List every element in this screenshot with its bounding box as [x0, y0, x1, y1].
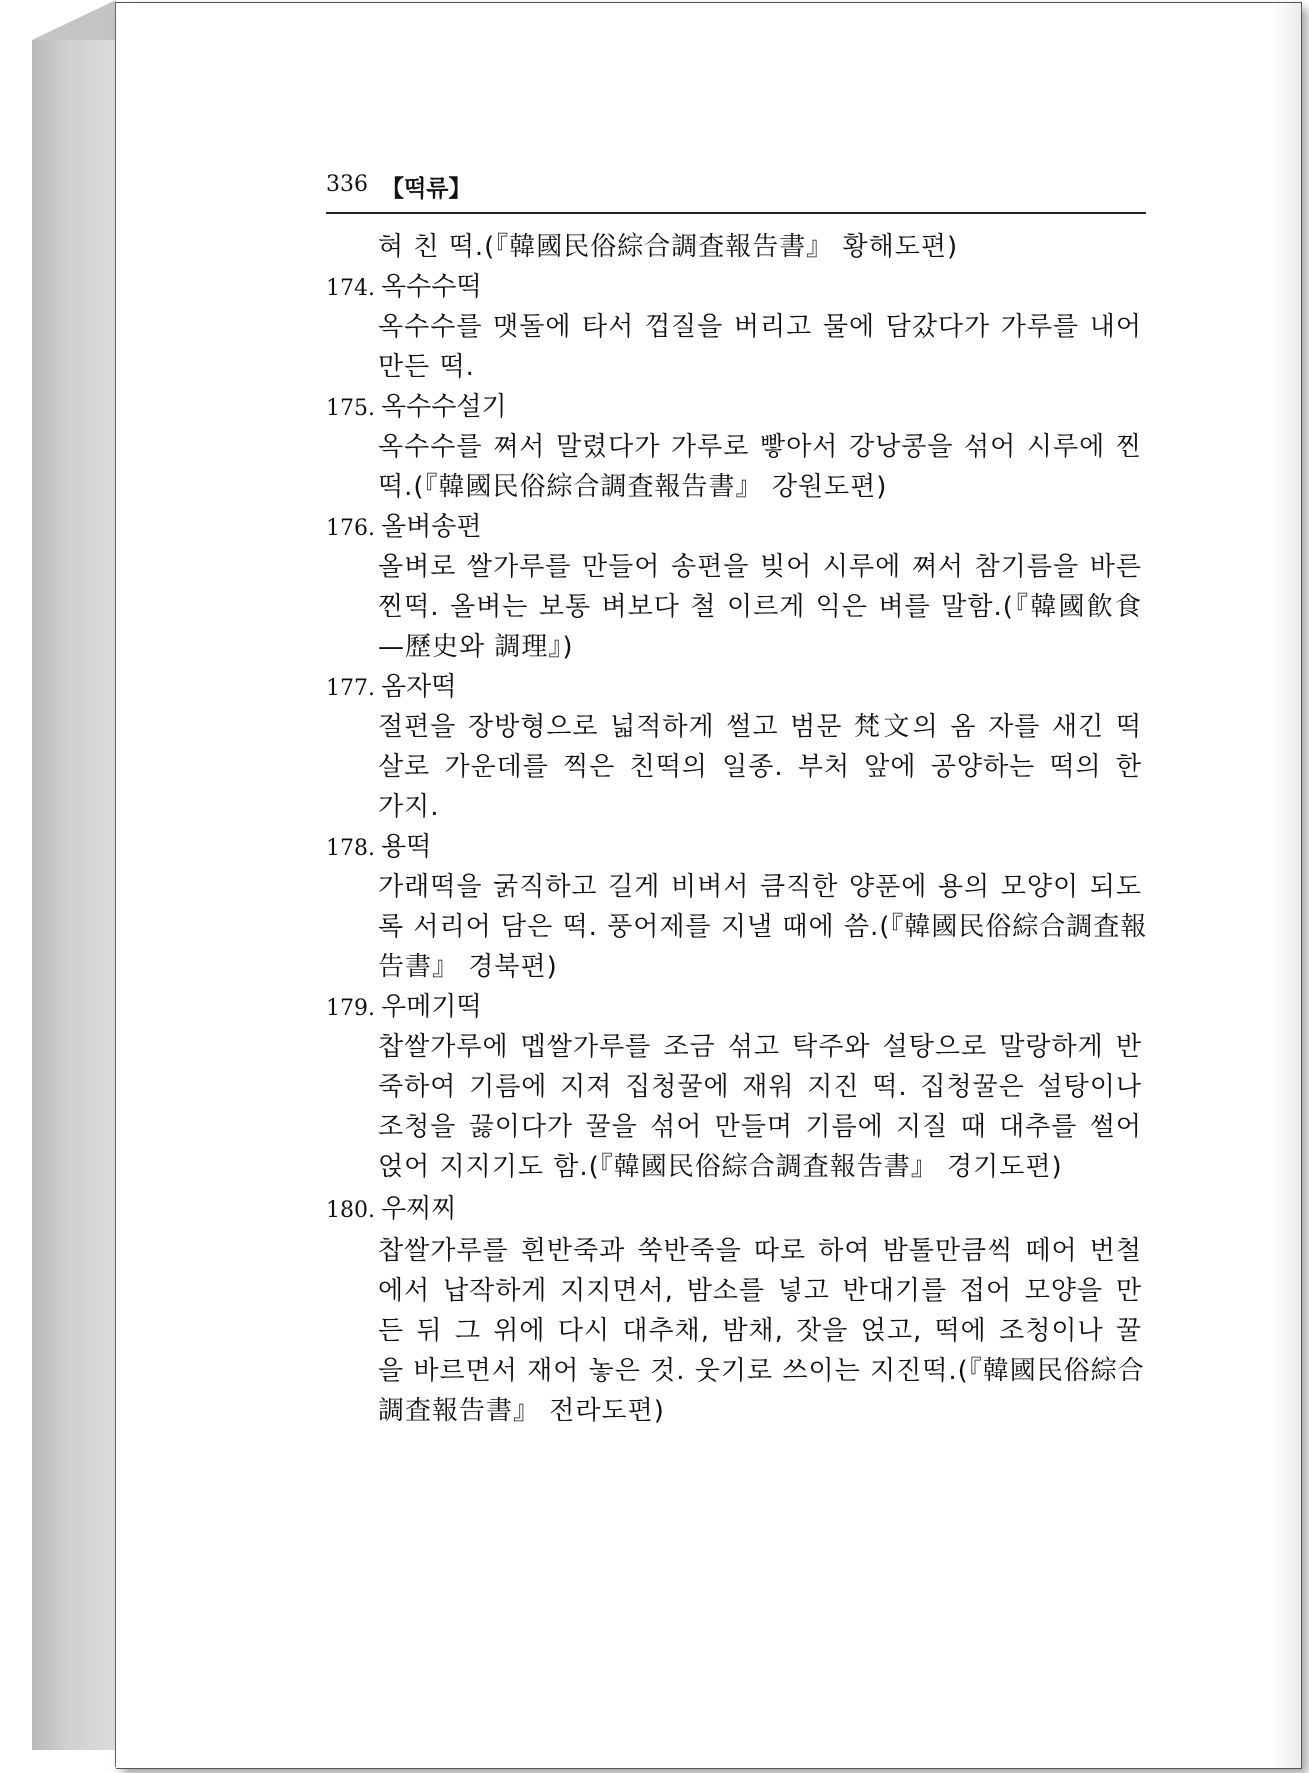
book-spine: [32, 40, 116, 1750]
entry-number: 175.: [326, 396, 375, 421]
entry-title: 옥수수떡: [380, 272, 482, 302]
entry-number: 176.: [326, 516, 375, 541]
entry-number: 177.: [326, 676, 375, 701]
entry-heading: [326, 1188, 456, 1225]
entry-text-line: 올벼로 쌀가루를 만들어 송편을 빚어 시루에 쪄서 참기름을 바른: [378, 552, 1142, 582]
entry-text-line: 調査報告書』 전라도편): [378, 1396, 665, 1426]
entry-heading: [326, 266, 481, 303]
entry-text-line: 에서 납작하게 지지면서, 밤소를 넣고 반대기를 접어 모양을 만: [378, 1276, 1142, 1306]
entry-number: 179.: [326, 996, 375, 1021]
entry-text-line: 찹쌀가루를 흰반죽과 쑥반죽을 따로 하여 밤톨만큼씩 떼어 번철: [378, 1236, 1142, 1266]
entry-number: 178.: [326, 836, 375, 861]
entry-number: 180.: [326, 1198, 375, 1223]
entry-text-line: 가래떡을 굵직하고 길게 비벼서 큼직한 양푼에 용의 모양이 되도: [378, 872, 1142, 902]
entry-heading: [326, 506, 481, 543]
entry-text-line: 얹어 지지기도 함.(『韓國民俗綜合調査報告書』 경기도편): [378, 1152, 1063, 1182]
entry-text-line: 조청을 끓이다가 꿀을 섞어 만들며 기름에 지질 때 대추를 썰어: [378, 1112, 1142, 1142]
entry-title: 옥수수설기: [380, 392, 507, 422]
entry-text-line: 을 바르면서 재어 놓은 것. 웃기로 쓰이는 지진떡.(『韓國民俗綜合: [378, 1356, 1145, 1386]
entry-number: 174.: [326, 276, 375, 301]
entry-text-line: 록 서리어 담은 떡. 풍어제를 지낼 때에 씀.(『韓國民俗綜合調査報: [378, 912, 1148, 942]
entry-title: 용떡: [380, 832, 432, 862]
entry-text-line: —歷史와 調理』): [378, 632, 574, 662]
entry-text-line: 든 뒤 그 위에 다시 대추채, 밤채, 잣을 얹고, 떡에 조청이나 꿀: [378, 1316, 1142, 1346]
entry-text-line: 찐떡. 올벼는 보통 벼보다 철 이르게 익은 벼를 말함.(『韓國飮食: [378, 592, 1142, 622]
entry-title: 올벼송편: [380, 512, 482, 542]
entry-text-line: 살로 가운데를 찍은 친떡의 일종. 부처 앞에 공양하는 떡의 한: [378, 752, 1142, 782]
entry-text-line: 옥수수를 맷돌에 타서 껍질을 버리고 물에 담갔다가 가루를 내어: [378, 312, 1142, 342]
entry-text-line: 절편을 장방형으로 넓적하게 썰고 범문 梵文의 옴 자를 새긴 떡: [378, 712, 1142, 742]
entry-text-line: 떡.(『韓國民俗綜合調査報告書』 강원도편): [378, 472, 888, 502]
entry-heading: [326, 666, 456, 703]
entry-heading: [326, 826, 431, 863]
entry-text-line: 죽하여 기름에 지져 집청꿀에 재워 지진 떡. 집청꿀은 설탕이나: [378, 1072, 1142, 1102]
page-number: 336: [326, 172, 368, 197]
entry-heading: [326, 986, 481, 1023]
running-header: [326, 168, 1146, 214]
entry-heading: [326, 386, 507, 423]
entry-text-line: 옥수수를 쪄서 말렸다가 가루로 빻아서 강낭콩을 섞어 시루에 찐: [378, 432, 1142, 462]
entry-title: 우찌찌: [380, 1194, 457, 1224]
section-title: 【떡류】: [381, 175, 472, 202]
entry-text-line: 만든 떡.: [378, 352, 475, 382]
entry-text-line: 찹쌀가루에 멥쌀가루를 조금 섞고 탁주와 설탕으로 말랑하게 반: [378, 1032, 1142, 1062]
book-spine-top: [32, 0, 116, 40]
entry-title: 우메기떡: [380, 992, 482, 1022]
entry-text-line: 가지.: [378, 792, 440, 822]
entry-title: 옴자떡: [380, 672, 457, 702]
entry-text-line: 告書』 경북편): [378, 952, 558, 982]
continuation-line: 혀 친 떡.(『韓國民俗綜合調査報告書』 황해도편): [378, 232, 959, 262]
